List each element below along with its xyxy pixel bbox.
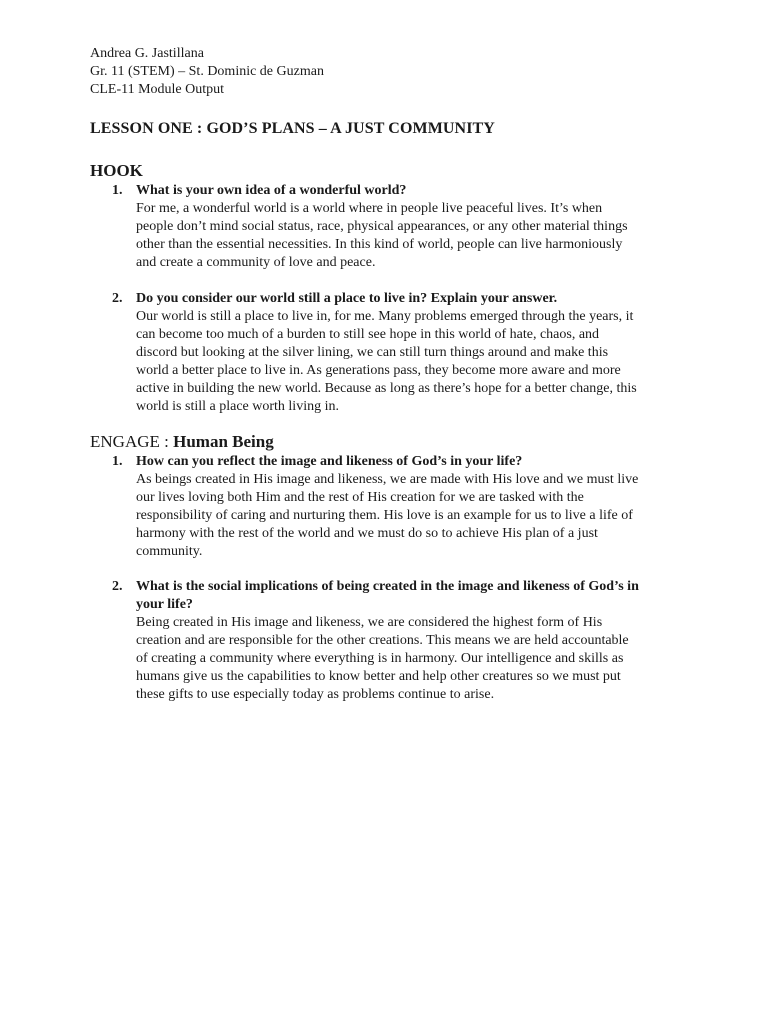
answer-line: and create a community of love and peace.	[136, 255, 376, 270]
list-number: 2.	[112, 579, 123, 594]
answer-line: world a better place to live in. As generations pass, they become more aware and more	[136, 363, 621, 378]
answer-line: world is still a place worth living in.	[136, 399, 339, 414]
list-number: 1.	[112, 454, 123, 469]
list-number: 2.	[112, 291, 123, 306]
answer-line: Our world is still a place to live in, for me. Many problems emerged through the years, it	[136, 309, 634, 324]
hook-heading: HOOK	[90, 161, 143, 180]
answer-line: other than the essential necessities. In this kind of world, people can live harmoniously	[136, 237, 623, 252]
document-header	[90, 45, 690, 99]
question-text	[136, 453, 686, 471]
answer-line: As beings created in His image and likeness, we are made with His love and we must live	[136, 472, 639, 487]
answer-line: creation and are responsible for the other creations. This means we are held accountable	[136, 633, 629, 648]
engage-question-2	[112, 578, 686, 704]
question-text	[136, 182, 686, 200]
engage-heading-prefix: ENGAGE :	[90, 432, 174, 451]
answer-text	[136, 308, 686, 416]
answer-line: our lives loving both Him and the rest of His creation for we are tasked with the	[136, 490, 584, 505]
answer-line: harmony with the rest of the world and we must do so to achieve His plan of a just	[136, 526, 598, 541]
grade-section: Gr. 11 (STEM) – St. Dominic de Guzman	[90, 64, 324, 79]
question-line: What is your own idea of a wonderful world?	[136, 183, 407, 198]
answer-line: Being created in His image and likeness, we are considered the highest form of His	[136, 615, 603, 630]
answer-line: of creating a community where everything is in harmony. Our intelligence and skills as	[136, 651, 624, 666]
hook-question-1	[112, 182, 686, 272]
engage-heading-topic: Human Being	[173, 432, 274, 451]
answer-line: humans give us the capabilities to know better and help other creatures so we must put	[136, 669, 621, 684]
question-line: Do you consider our world still a place to live in? Explain your answer.	[136, 291, 558, 306]
answer-line: discord but looking at the silver lining, we can still turn things around and make this	[136, 345, 609, 360]
engage-question-1	[112, 453, 686, 561]
module-name: CLE-11 Module Output	[90, 82, 225, 97]
answer-text	[136, 614, 686, 704]
answer-text	[136, 200, 686, 272]
list-number: 1.	[112, 183, 123, 198]
question-text	[136, 290, 686, 308]
engage-heading	[90, 432, 274, 452]
answer-line: responsibility of caring and nurturing them. His love is an example for us to live a life of	[136, 508, 633, 523]
author-name: Andrea G. Jastillana	[90, 46, 204, 61]
answer-line: community.	[136, 544, 203, 559]
answer-line: can become too much of a burden to still see hope in this world of hate, chaos, and	[136, 327, 600, 342]
question-line: your life?	[136, 597, 193, 612]
hook-question-2	[112, 290, 686, 416]
answer-line: active in building the new world. Because as long as there’s hope for a better change, this	[136, 381, 637, 396]
answer-line: these gifts to use especially today as problems continue to arise.	[136, 687, 495, 702]
question-line: What is the social implications of being created in the image and likeness of God’s in	[136, 579, 639, 594]
question-line: How can you reflect the image and likeness of God’s in your life?	[136, 454, 523, 469]
answer-line: people don’t mind social status, race, physical appearances, or any other material things	[136, 219, 628, 234]
question-text	[136, 578, 686, 614]
answer-text	[136, 471, 686, 561]
lesson-title: LESSON ONE : GOD’S PLANS – A JUST COMMUNITY	[90, 120, 495, 137]
answer-line: For me, a wonderful world is a world where in people live peaceful lives. It’s when	[136, 201, 603, 216]
